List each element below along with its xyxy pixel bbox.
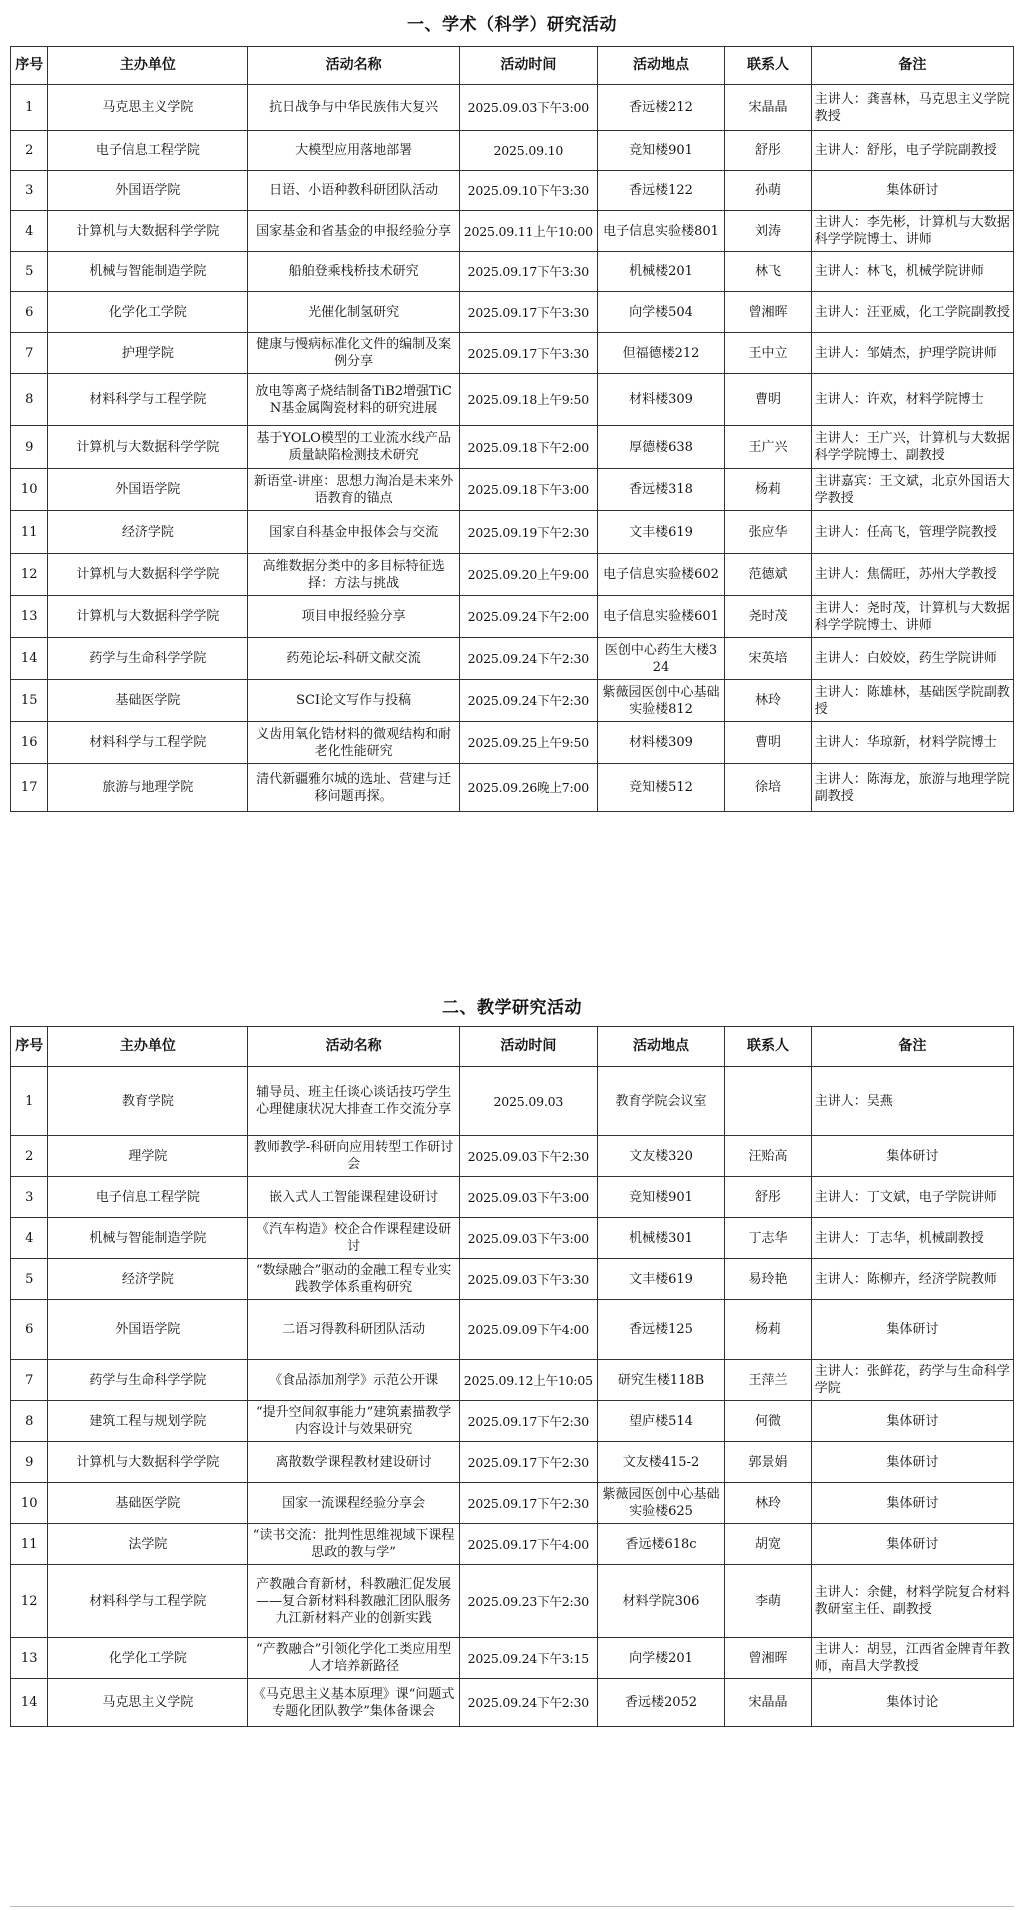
row-number-cell: 9 bbox=[11, 1442, 48, 1483]
table-row bbox=[11, 638, 1014, 680]
activity-location-cell: 机械楼201 bbox=[597, 252, 724, 292]
header-location: 活动地点 bbox=[597, 1027, 724, 1067]
activity-time-cell: 2025.09.03下午3:00 bbox=[459, 85, 597, 131]
activity-location-cell: 竞知楼901 bbox=[597, 1177, 724, 1218]
activity-name-cell: 义齿用氧化锆材料的微观结构和耐老化性能研究 bbox=[248, 722, 460, 764]
activity-name-cell: “产教融合”引领化学化工类应用型人才培养新路径 bbox=[248, 1638, 460, 1679]
row-number-cell: 2 bbox=[11, 131, 48, 171]
contact-person-cell: 易玲艳 bbox=[725, 1259, 812, 1300]
row-number-cell: 9 bbox=[11, 426, 48, 469]
activity-time-cell: 2025.09.03下午2:30 bbox=[459, 1136, 597, 1177]
activity-name-cell: 产教融合育新材，科教融汇促发展 ——复合新材料科教融汇团队服务九江新材料产业的创新实践 bbox=[248, 1565, 460, 1638]
activity-name-cell: 基于YOLO模型的工业流水线产品质量缺陷检测技术研究 bbox=[248, 426, 460, 469]
activity-time-cell: 2025.09.03下午3:00 bbox=[459, 1177, 597, 1218]
activity-name-cell: 项目申报经验分享 bbox=[248, 596, 460, 638]
activity-name-cell: 清代新疆雅尔城的选址、营建与迁移问题再探。 bbox=[248, 764, 460, 812]
activity-time-cell: 2025.09.12上午10:05 bbox=[459, 1360, 597, 1401]
contact-person-cell: 刘涛 bbox=[725, 211, 812, 252]
activity-location-cell: 竞知楼901 bbox=[597, 131, 724, 171]
host-unit-cell: 化学化工学院 bbox=[48, 1638, 248, 1679]
contact-person-cell: 徐培 bbox=[725, 764, 812, 812]
contact-person-cell: 丁志华 bbox=[725, 1218, 812, 1259]
remarks-cell: 主讲人：张鲜花，药学与生命科学学院 bbox=[811, 1360, 1013, 1401]
host-unit-cell: 计算机与大数据科学学院 bbox=[48, 596, 248, 638]
contact-person-cell: 舒彤 bbox=[725, 1177, 812, 1218]
table-row bbox=[11, 1483, 1014, 1524]
activity-time-cell: 2025.09.18下午2:00 bbox=[459, 426, 597, 469]
table-row bbox=[11, 374, 1014, 426]
row-number-cell: 10 bbox=[11, 1483, 48, 1524]
header-activity-time: 活动时间 bbox=[459, 1027, 597, 1067]
remarks-cell: 主讲人：李先彬，计算机与大数据科学学院博士、讲师 bbox=[811, 211, 1013, 252]
row-number-cell: 8 bbox=[11, 374, 48, 426]
table-row bbox=[11, 722, 1014, 764]
activity-location-cell: 但福德楼212 bbox=[597, 333, 724, 374]
header-location: 活动地点 bbox=[597, 47, 724, 85]
activity-time-cell: 2025.09.20上午9:00 bbox=[459, 554, 597, 596]
row-number-cell: 15 bbox=[11, 680, 48, 722]
table-row bbox=[11, 171, 1014, 211]
teaching-activities-table bbox=[10, 1026, 1014, 1727]
remarks-cell: 主讲人：陈雄林，基础医学院副教授 bbox=[811, 680, 1013, 722]
table-row bbox=[11, 1524, 1014, 1565]
activity-time-cell: 2025.09.17下午4:00 bbox=[459, 1524, 597, 1565]
activity-name-cell: 《汽车构造》校企合作课程建设研讨 bbox=[248, 1218, 460, 1259]
row-number-cell: 16 bbox=[11, 722, 48, 764]
row-number-cell: 17 bbox=[11, 764, 48, 812]
activity-name-cell: “提升空间叙事能力”建筑素描教学内容设计与效果研究 bbox=[248, 1401, 460, 1442]
activity-location-cell: 研究生楼118B bbox=[597, 1360, 724, 1401]
row-number-cell: 12 bbox=[11, 1565, 48, 1638]
host-unit-cell: 计算机与大数据科学学院 bbox=[48, 554, 248, 596]
table-row bbox=[11, 131, 1014, 171]
header-activity-time: 活动时间 bbox=[459, 47, 597, 85]
table-row bbox=[11, 1565, 1014, 1638]
activity-name-cell: SCI论文写作与投稿 bbox=[248, 680, 460, 722]
contact-person-cell: 王中立 bbox=[725, 333, 812, 374]
activity-time-cell: 2025.09.24下午3:15 bbox=[459, 1638, 597, 1679]
activity-location-cell: 香远楼2052 bbox=[597, 1679, 724, 1727]
activity-time-cell: 2025.09.18下午3:00 bbox=[459, 469, 597, 511]
row-number-cell: 11 bbox=[11, 511, 48, 554]
header-remarks: 备注 bbox=[811, 1027, 1013, 1067]
activity-location-cell: 香远楼212 bbox=[597, 85, 724, 131]
remarks-cell: 集体研讨 bbox=[811, 171, 1013, 211]
activity-time-cell: 2025.09.17下午2:30 bbox=[459, 1401, 597, 1442]
activity-name-cell: 健康与慢病标准化文件的编制及案例分享 bbox=[248, 333, 460, 374]
activity-name-cell: 大模型应用落地部署 bbox=[248, 131, 460, 171]
row-number-cell: 5 bbox=[11, 252, 48, 292]
contact-person-cell: 郭景娟 bbox=[725, 1442, 812, 1483]
activity-name-cell: 药苑论坛-科研文献交流 bbox=[248, 638, 460, 680]
host-unit-cell: 马克思主义学院 bbox=[48, 85, 248, 131]
header-contact: 联系人 bbox=[725, 47, 812, 85]
remarks-cell: 主讲人：吴燕 bbox=[811, 1067, 1013, 1136]
remarks-cell: 主讲人：华琼新，材料学院博士 bbox=[811, 722, 1013, 764]
contact-person-cell: 胡宽 bbox=[725, 1524, 812, 1565]
table-row bbox=[11, 292, 1014, 333]
activity-time-cell: 2025.09.03下午3:00 bbox=[459, 1218, 597, 1259]
activity-location-cell: 香远楼618c bbox=[597, 1524, 724, 1565]
contact-person-cell: 王萍兰 bbox=[725, 1360, 812, 1401]
activity-time-cell: 2025.09.03 bbox=[459, 1067, 597, 1136]
host-unit-cell: 电子信息工程学院 bbox=[48, 131, 248, 171]
remarks-cell: 主讲人：陈海龙，旅游与地理学院副教授 bbox=[811, 764, 1013, 812]
page-bottom-divider bbox=[10, 1906, 1014, 1907]
table-row bbox=[11, 333, 1014, 374]
activity-time-cell: 2025.09.17下午2:30 bbox=[459, 1483, 597, 1524]
activity-time-cell: 2025.09.10 bbox=[459, 131, 597, 171]
header-remarks: 备注 bbox=[811, 47, 1013, 85]
table-row bbox=[11, 764, 1014, 812]
activity-time-cell: 2025.09.25上午9:50 bbox=[459, 722, 597, 764]
remarks-cell: 主讲人：陈柳卉，经济学院教师 bbox=[811, 1259, 1013, 1300]
host-unit-cell: 护理学院 bbox=[48, 333, 248, 374]
activity-location-cell: 材料楼309 bbox=[597, 722, 724, 764]
header-host-unit: 主办单位 bbox=[48, 1027, 248, 1067]
activity-name-cell: 船舶登乘栈桥技术研究 bbox=[248, 252, 460, 292]
host-unit-cell: 化学化工学院 bbox=[48, 292, 248, 333]
activity-name-cell: 离散数学课程教材建设研讨 bbox=[248, 1442, 460, 1483]
table-row bbox=[11, 211, 1014, 252]
contact-person-cell: 林玲 bbox=[725, 680, 812, 722]
remarks-cell: 主讲人：邹婧杰，护理学院讲师 bbox=[811, 333, 1013, 374]
activity-location-cell: 文丰楼619 bbox=[597, 1259, 724, 1300]
activity-name-cell: 辅导员、班主任谈心谈话技巧学生心理健康状况大排查工作交流分享 bbox=[248, 1067, 460, 1136]
activity-name-cell: 抗日战争与中华民族伟大复兴 bbox=[248, 85, 460, 131]
header-seq: 序号 bbox=[11, 47, 48, 85]
host-unit-cell: 建筑工程与规划学院 bbox=[48, 1401, 248, 1442]
remarks-cell: 集体讨论 bbox=[811, 1679, 1013, 1727]
activity-location-cell: 电子信息实验楼601 bbox=[597, 596, 724, 638]
table-row bbox=[11, 426, 1014, 469]
activity-time-cell: 2025.09.23下午2:30 bbox=[459, 1565, 597, 1638]
remarks-cell: 集体研讨 bbox=[811, 1401, 1013, 1442]
activity-time-cell: 2025.09.10下午3:30 bbox=[459, 171, 597, 211]
remarks-cell: 主讲人：任高飞，管理学院教授 bbox=[811, 511, 1013, 554]
activity-name-cell: 教师教学-科研向应用转型工作研讨会 bbox=[248, 1136, 460, 1177]
row-number-cell: 7 bbox=[11, 1360, 48, 1401]
table-row bbox=[11, 1300, 1014, 1360]
activity-time-cell: 2025.09.09下午4:00 bbox=[459, 1300, 597, 1360]
academic-activities-table bbox=[10, 46, 1014, 812]
header-activity-name: 活动名称 bbox=[248, 1027, 460, 1067]
row-number-cell: 6 bbox=[11, 1300, 48, 1360]
table-row bbox=[11, 511, 1014, 554]
contact-person-cell: 汪贻高 bbox=[725, 1136, 812, 1177]
table-row bbox=[11, 1259, 1014, 1300]
activity-time-cell: 2025.09.18上午9:50 bbox=[459, 374, 597, 426]
contact-person-cell: 宋晶晶 bbox=[725, 1679, 812, 1727]
row-number-cell: 14 bbox=[11, 638, 48, 680]
row-number-cell: 6 bbox=[11, 292, 48, 333]
activity-time-cell: 2025.09.24下午2:00 bbox=[459, 596, 597, 638]
activity-time-cell: 2025.09.11上午10:00 bbox=[459, 211, 597, 252]
contact-person-cell: 宋晶晶 bbox=[725, 85, 812, 131]
row-number-cell: 2 bbox=[11, 1136, 48, 1177]
host-unit-cell: 材料科学与工程学院 bbox=[48, 374, 248, 426]
table-row bbox=[11, 680, 1014, 722]
row-number-cell: 14 bbox=[11, 1679, 48, 1727]
contact-person-cell: 曾湘晖 bbox=[725, 292, 812, 333]
activity-location-cell: 材料学院306 bbox=[597, 1565, 724, 1638]
remarks-cell: 主讲人：舒彤，电子学院副教授 bbox=[811, 131, 1013, 171]
activity-time-cell: 2025.09.24下午2:30 bbox=[459, 680, 597, 722]
header-contact: 联系人 bbox=[725, 1027, 812, 1067]
host-unit-cell: 基础医学院 bbox=[48, 680, 248, 722]
activity-name-cell: 《食品添加剂学》示范公开课 bbox=[248, 1360, 460, 1401]
host-unit-cell: 马克思主义学院 bbox=[48, 1679, 248, 1727]
row-number-cell: 10 bbox=[11, 469, 48, 511]
remarks-cell: 主讲人：王广兴，计算机与大数据科学学院博士、副教授 bbox=[811, 426, 1013, 469]
activity-time-cell: 2025.09.17下午3:30 bbox=[459, 252, 597, 292]
header-host-unit: 主办单位 bbox=[48, 47, 248, 85]
row-number-cell: 3 bbox=[11, 1177, 48, 1218]
remarks-cell: 集体研讨 bbox=[811, 1300, 1013, 1360]
activity-location-cell: 电子信息实验楼801 bbox=[597, 211, 724, 252]
remarks-cell: 主讲人：汪亚威，化工学院副教授 bbox=[811, 292, 1013, 333]
table-row bbox=[11, 1177, 1014, 1218]
contact-person-cell: 林飞 bbox=[725, 252, 812, 292]
activity-time-cell: 2025.09.24下午2:30 bbox=[459, 638, 597, 680]
table-row bbox=[11, 1218, 1014, 1259]
activity-time-cell: 2025.09.03下午3:30 bbox=[459, 1259, 597, 1300]
contact-person-cell: 何微 bbox=[725, 1401, 812, 1442]
row-number-cell: 8 bbox=[11, 1401, 48, 1442]
activity-name-cell: 二语习得教科研团队活动 bbox=[248, 1300, 460, 1360]
remarks-cell: 主讲嘉宾：王文斌，北京外国语大学教授 bbox=[811, 469, 1013, 511]
activity-time-cell: 2025.09.17下午3:30 bbox=[459, 292, 597, 333]
contact-person-cell: 舒彤 bbox=[725, 131, 812, 171]
host-unit-cell: 理学院 bbox=[48, 1136, 248, 1177]
activity-location-cell: 望庐楼514 bbox=[597, 1401, 724, 1442]
row-number-cell: 4 bbox=[11, 211, 48, 252]
host-unit-cell: 外国语学院 bbox=[48, 1300, 248, 1360]
table-row bbox=[11, 85, 1014, 131]
activity-location-cell: 香远楼318 bbox=[597, 469, 724, 511]
remarks-cell: 集体研讨 bbox=[811, 1136, 1013, 1177]
activity-name-cell: “数绿融合”驱动的金融工程专业实践教学体系重构研究 bbox=[248, 1259, 460, 1300]
remarks-cell: 主讲人：焦儒旺，苏州大学教授 bbox=[811, 554, 1013, 596]
row-number-cell: 11 bbox=[11, 1524, 48, 1565]
host-unit-cell: 旅游与地理学院 bbox=[48, 764, 248, 812]
table-row bbox=[11, 1442, 1014, 1483]
row-number-cell: 13 bbox=[11, 1638, 48, 1679]
activity-name-cell: 日语、小语种教科研团队活动 bbox=[248, 171, 460, 211]
host-unit-cell: 材料科学与工程学院 bbox=[48, 722, 248, 764]
table-row bbox=[11, 252, 1014, 292]
contact-person-cell: 宋英培 bbox=[725, 638, 812, 680]
table-header-row bbox=[11, 47, 1014, 85]
activity-location-cell: 机械楼301 bbox=[597, 1218, 724, 1259]
host-unit-cell: 外国语学院 bbox=[48, 469, 248, 511]
host-unit-cell: 机械与智能制造学院 bbox=[48, 1218, 248, 1259]
remarks-cell: 主讲人：许欢，材料学院博士 bbox=[811, 374, 1013, 426]
activity-location-cell: 电子信息实验楼602 bbox=[597, 554, 724, 596]
header-activity-name: 活动名称 bbox=[248, 47, 460, 85]
host-unit-cell: 外国语学院 bbox=[48, 171, 248, 211]
contact-person-cell: 孙萌 bbox=[725, 171, 812, 211]
activity-location-cell: 文友楼415-2 bbox=[597, 1442, 724, 1483]
host-unit-cell: 法学院 bbox=[48, 1524, 248, 1565]
table-row bbox=[11, 1679, 1014, 1727]
table-row bbox=[11, 1401, 1014, 1442]
remarks-cell: 主讲人：余健，材料学院复合材料教研室主任、副教授 bbox=[811, 1565, 1013, 1638]
contact-person-cell: 曾湘晖 bbox=[725, 1638, 812, 1679]
table-row bbox=[11, 1067, 1014, 1136]
host-unit-cell: 机械与智能制造学院 bbox=[48, 252, 248, 292]
table-row bbox=[11, 1360, 1014, 1401]
section-title-teaching: 二、教学研究活动 bbox=[442, 998, 582, 1018]
activity-location-cell: 材料楼309 bbox=[597, 374, 724, 426]
activity-location-cell: 香远楼125 bbox=[597, 1300, 724, 1360]
remarks-cell: 主讲人：胡昱，江西省金牌青年教师，南昌大学教授 bbox=[811, 1638, 1013, 1679]
row-number-cell: 7 bbox=[11, 333, 48, 374]
host-unit-cell: 材料科学与工程学院 bbox=[48, 1565, 248, 1638]
contact-person-cell: 张应华 bbox=[725, 511, 812, 554]
remarks-cell: 主讲人：丁志华，机械副教授 bbox=[811, 1218, 1013, 1259]
table-header-row bbox=[11, 1027, 1014, 1067]
activity-location-cell: 香远楼122 bbox=[597, 171, 724, 211]
host-unit-cell: 教育学院 bbox=[48, 1067, 248, 1136]
row-number-cell: 1 bbox=[11, 1067, 48, 1136]
contact-person-cell: 范德斌 bbox=[725, 554, 812, 596]
remarks-cell: 集体研讨 bbox=[811, 1524, 1013, 1565]
activity-time-cell: 2025.09.19下午2:30 bbox=[459, 511, 597, 554]
row-number-cell: 1 bbox=[11, 85, 48, 131]
remarks-cell: 主讲人：林飞，机械学院讲师 bbox=[811, 252, 1013, 292]
contact-person-cell: 李萌 bbox=[725, 1565, 812, 1638]
activity-name-cell: 放电等离子烧结制备TiB2增强TiCN基金属陶瓷材料的研究进展 bbox=[248, 374, 460, 426]
activity-name-cell: 《马克思主义基本原理》课“问题式专题化团队教学”集体备课会 bbox=[248, 1679, 460, 1727]
activity-name-cell: 新语堂-讲座：思想力淘冶是未来外语教育的锚点 bbox=[248, 469, 460, 511]
contact-person-cell: 曹明 bbox=[725, 722, 812, 764]
host-unit-cell: 经济学院 bbox=[48, 511, 248, 554]
host-unit-cell: 电子信息工程学院 bbox=[48, 1177, 248, 1218]
contact-person-cell: 杨莉 bbox=[725, 1300, 812, 1360]
host-unit-cell: 药学与生命科学学院 bbox=[48, 638, 248, 680]
remarks-cell: 主讲人：龚喜林，马克思主义学院教授 bbox=[811, 85, 1013, 131]
host-unit-cell: 药学与生命科学学院 bbox=[48, 1360, 248, 1401]
activity-name-cell: 国家自科基金申报体会与交流 bbox=[248, 511, 460, 554]
activity-location-cell: 医创中心药生大楼324 bbox=[597, 638, 724, 680]
activity-location-cell: 文友楼320 bbox=[597, 1136, 724, 1177]
row-number-cell: 13 bbox=[11, 596, 48, 638]
activity-location-cell: 厚德楼638 bbox=[597, 426, 724, 469]
row-number-cell: 12 bbox=[11, 554, 48, 596]
remarks-cell: 主讲人：丁文斌，电子学院讲师 bbox=[811, 1177, 1013, 1218]
host-unit-cell: 计算机与大数据科学学院 bbox=[48, 426, 248, 469]
activity-name-cell: 高维数据分类中的多目标特征选择：方法与挑战 bbox=[248, 554, 460, 596]
activity-name-cell: 国家基金和省基金的申报经验分享 bbox=[248, 211, 460, 252]
remarks-cell: 主讲人：白姣姣，药生学院讲师 bbox=[811, 638, 1013, 680]
table-row bbox=[11, 469, 1014, 511]
host-unit-cell: 计算机与大数据科学学院 bbox=[48, 1442, 248, 1483]
header-seq: 序号 bbox=[11, 1027, 48, 1067]
activity-name-cell: 国家一流课程经验分享会 bbox=[248, 1483, 460, 1524]
activity-time-cell: 2025.09.17下午2:30 bbox=[459, 1442, 597, 1483]
contact-person-cell: 林玲 bbox=[725, 1483, 812, 1524]
activity-location-cell: 紫薇园医创中心基础实验楼625 bbox=[597, 1483, 724, 1524]
row-number-cell: 5 bbox=[11, 1259, 48, 1300]
row-number-cell: 3 bbox=[11, 171, 48, 211]
contact-person-cell: 曹明 bbox=[725, 374, 812, 426]
activity-name-cell: “读书交流：批判性思维视域下课程思政的教与学” bbox=[248, 1524, 460, 1565]
row-number-cell: 4 bbox=[11, 1218, 48, 1259]
activity-name-cell: 嵌入式人工智能课程建设研讨 bbox=[248, 1177, 460, 1218]
activity-location-cell: 竞知楼512 bbox=[597, 764, 724, 812]
table-row bbox=[11, 1136, 1014, 1177]
remarks-cell: 主讲人：尧时茂，计算机与大数据科学学院博士、讲师 bbox=[811, 596, 1013, 638]
activity-location-cell: 向学楼201 bbox=[597, 1638, 724, 1679]
host-unit-cell: 计算机与大数据科学学院 bbox=[48, 211, 248, 252]
contact-person-cell: 尧时茂 bbox=[725, 596, 812, 638]
remarks-cell: 集体研讨 bbox=[811, 1483, 1013, 1524]
host-unit-cell: 基础医学院 bbox=[48, 1483, 248, 1524]
table-row bbox=[11, 596, 1014, 638]
section-title-academic: 一、学术（科学）研究活动 bbox=[407, 15, 617, 35]
activity-location-cell: 紫薇园医创中心基础实验楼812 bbox=[597, 680, 724, 722]
contact-person-cell bbox=[725, 1067, 812, 1136]
activity-time-cell: 2025.09.17下午3:30 bbox=[459, 333, 597, 374]
activity-time-cell: 2025.09.26晚上7:00 bbox=[459, 764, 597, 812]
contact-person-cell: 王广兴 bbox=[725, 426, 812, 469]
activity-location-cell: 文丰楼619 bbox=[597, 511, 724, 554]
table-row bbox=[11, 1638, 1014, 1679]
activity-location-cell: 教育学院会议室 bbox=[597, 1067, 724, 1136]
contact-person-cell: 杨莉 bbox=[725, 469, 812, 511]
activity-location-cell: 向学楼504 bbox=[597, 292, 724, 333]
table-row bbox=[11, 554, 1014, 596]
activity-time-cell: 2025.09.24下午2:30 bbox=[459, 1679, 597, 1727]
remarks-cell: 集体研讨 bbox=[811, 1442, 1013, 1483]
host-unit-cell: 经济学院 bbox=[48, 1259, 248, 1300]
activity-name-cell: 光催化制氢研究 bbox=[248, 292, 460, 333]
